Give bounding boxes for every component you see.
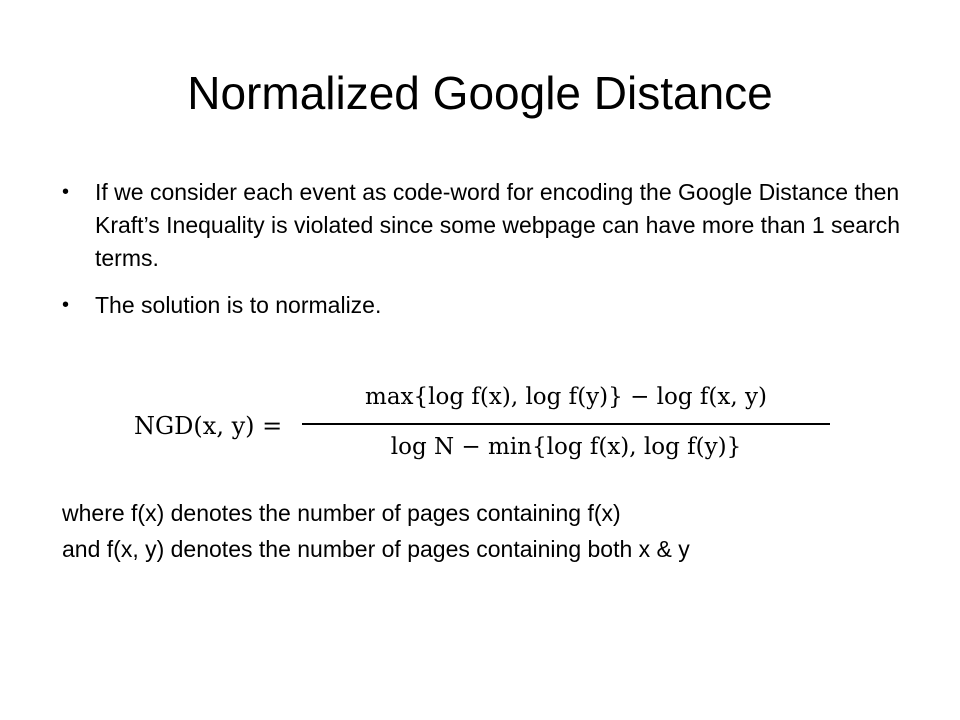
formula-explanation [62, 495, 922, 567]
bullet-item [62, 289, 912, 322]
formula-lhs: NGD(x, y) = [134, 412, 283, 440]
ngd-formula [134, 381, 854, 471]
bullet-dot-icon: • [62, 181, 70, 203]
bullet-text: The solution is to normalize. [95, 292, 382, 318]
explanation-line: and f(x, y) denotes the number of pages containing both x & y [62, 536, 690, 562]
formula-numerator: max{log f(x), log f(y)} − log f(x, y) [365, 384, 767, 410]
slide-title: Normalized Google Distance [187, 67, 773, 119]
bullet-text: If we consider each event as code-word for encoding the Google Distance then Kraft’s Inequality is violated since some webpage can have more than 1 search terms. [95, 179, 901, 271]
explanation-line: where f(x) denotes the number of pages containing f(x) [62, 500, 621, 526]
fraction-bar [302, 423, 830, 425]
bullet-dot-icon: • [62, 294, 70, 316]
formula-denominator: log N − min{log f(x), log f(y)} [390, 434, 742, 460]
bullet-item [62, 176, 912, 275]
formula-fraction [302, 381, 830, 463]
bullet-list [62, 176, 912, 336]
